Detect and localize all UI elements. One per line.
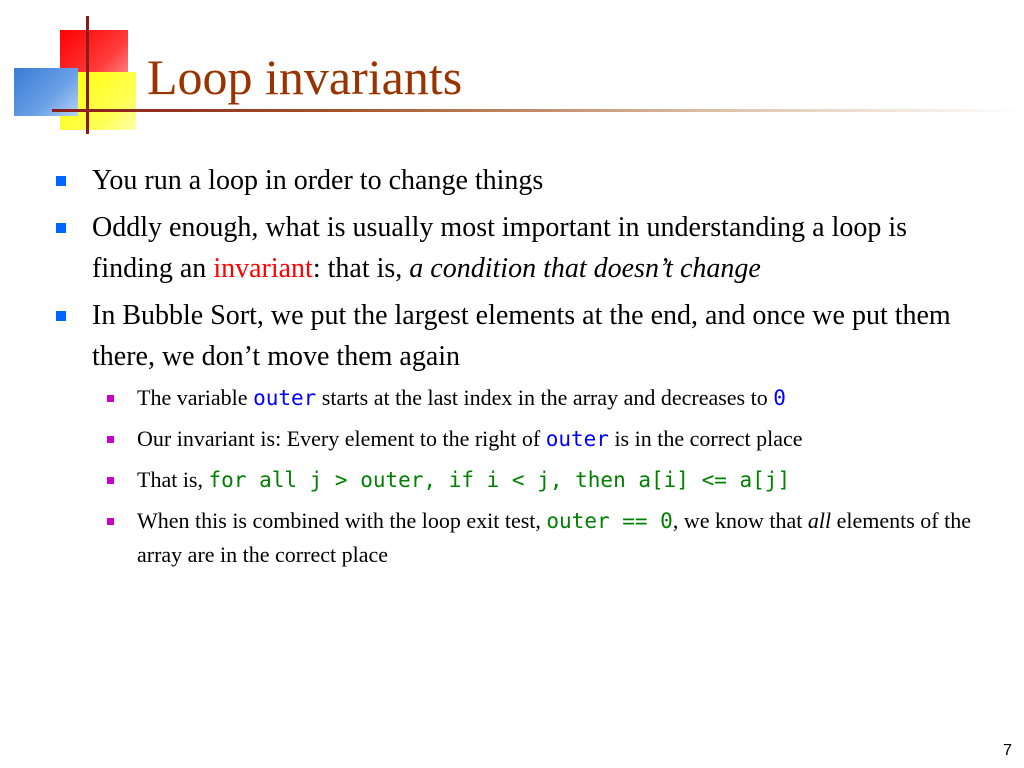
sub-bullet-item	[0, 422, 988, 456]
slide-body	[0, 160, 1024, 579]
sub-bullet-text: That is,	[137, 467, 209, 492]
square-bullet-icon	[56, 311, 66, 321]
sub-bullet-text: When this is combined with the loop exit test,	[137, 508, 547, 533]
square-bullet-icon	[56, 223, 66, 233]
bullet-text: Oddly enough, what is usually most important in understanding a loop is finding an	[92, 212, 908, 284]
code-expression: outer == 0	[546, 509, 673, 533]
page-number: 7	[1003, 742, 1012, 759]
sub-bullet-item	[0, 381, 988, 415]
highlight-term: invariant	[213, 253, 313, 284]
slide-title: Loop invariants	[147, 49, 463, 105]
square-sub-bullet-icon	[107, 477, 114, 484]
code-expression: for all j > outer, if i < j, then a[i] <= a[j]	[208, 468, 791, 492]
square-sub-bullet-icon	[107, 436, 114, 443]
sub-bullet-item	[0, 463, 988, 497]
code-value: 0	[773, 386, 786, 410]
sub-bullet-text: is in the correct place	[608, 426, 803, 451]
logo-vertical-line	[86, 16, 89, 134]
sub-bullet-text: Our invariant is: Every element to the right of	[137, 426, 546, 451]
sub-bullet-text: , we know that	[672, 508, 808, 533]
code-variable: outer	[253, 386, 317, 410]
bullet-text: You run a loop in order to change things	[92, 165, 544, 196]
italic-definition: a condition that doesn’t change	[409, 253, 761, 284]
title-underline	[52, 109, 1024, 112]
sub-bullet-text: starts at the last index in the array and decreases to	[316, 385, 774, 410]
sub-bullet-list	[92, 381, 988, 572]
bullet-text: In Bubble Sort, we put the largest elements at the end, and once we put them there, we don’t move them again	[92, 300, 951, 372]
sub-bullet-text: elements of the array are in the correct place	[137, 508, 971, 567]
bullet-list	[0, 160, 1024, 572]
bullet-item	[0, 160, 1024, 201]
square-bullet-icon	[56, 176, 66, 186]
sub-bullet-item	[0, 504, 988, 572]
italic-word: all	[807, 508, 832, 533]
code-variable: outer	[545, 427, 609, 451]
sub-bullet-text: The variable	[137, 385, 254, 410]
bullet-item	[0, 207, 1024, 289]
square-sub-bullet-icon	[107, 395, 114, 402]
square-sub-bullet-icon	[107, 518, 114, 525]
bullet-text: : that is,	[312, 253, 410, 284]
bullet-item	[0, 295, 1024, 572]
